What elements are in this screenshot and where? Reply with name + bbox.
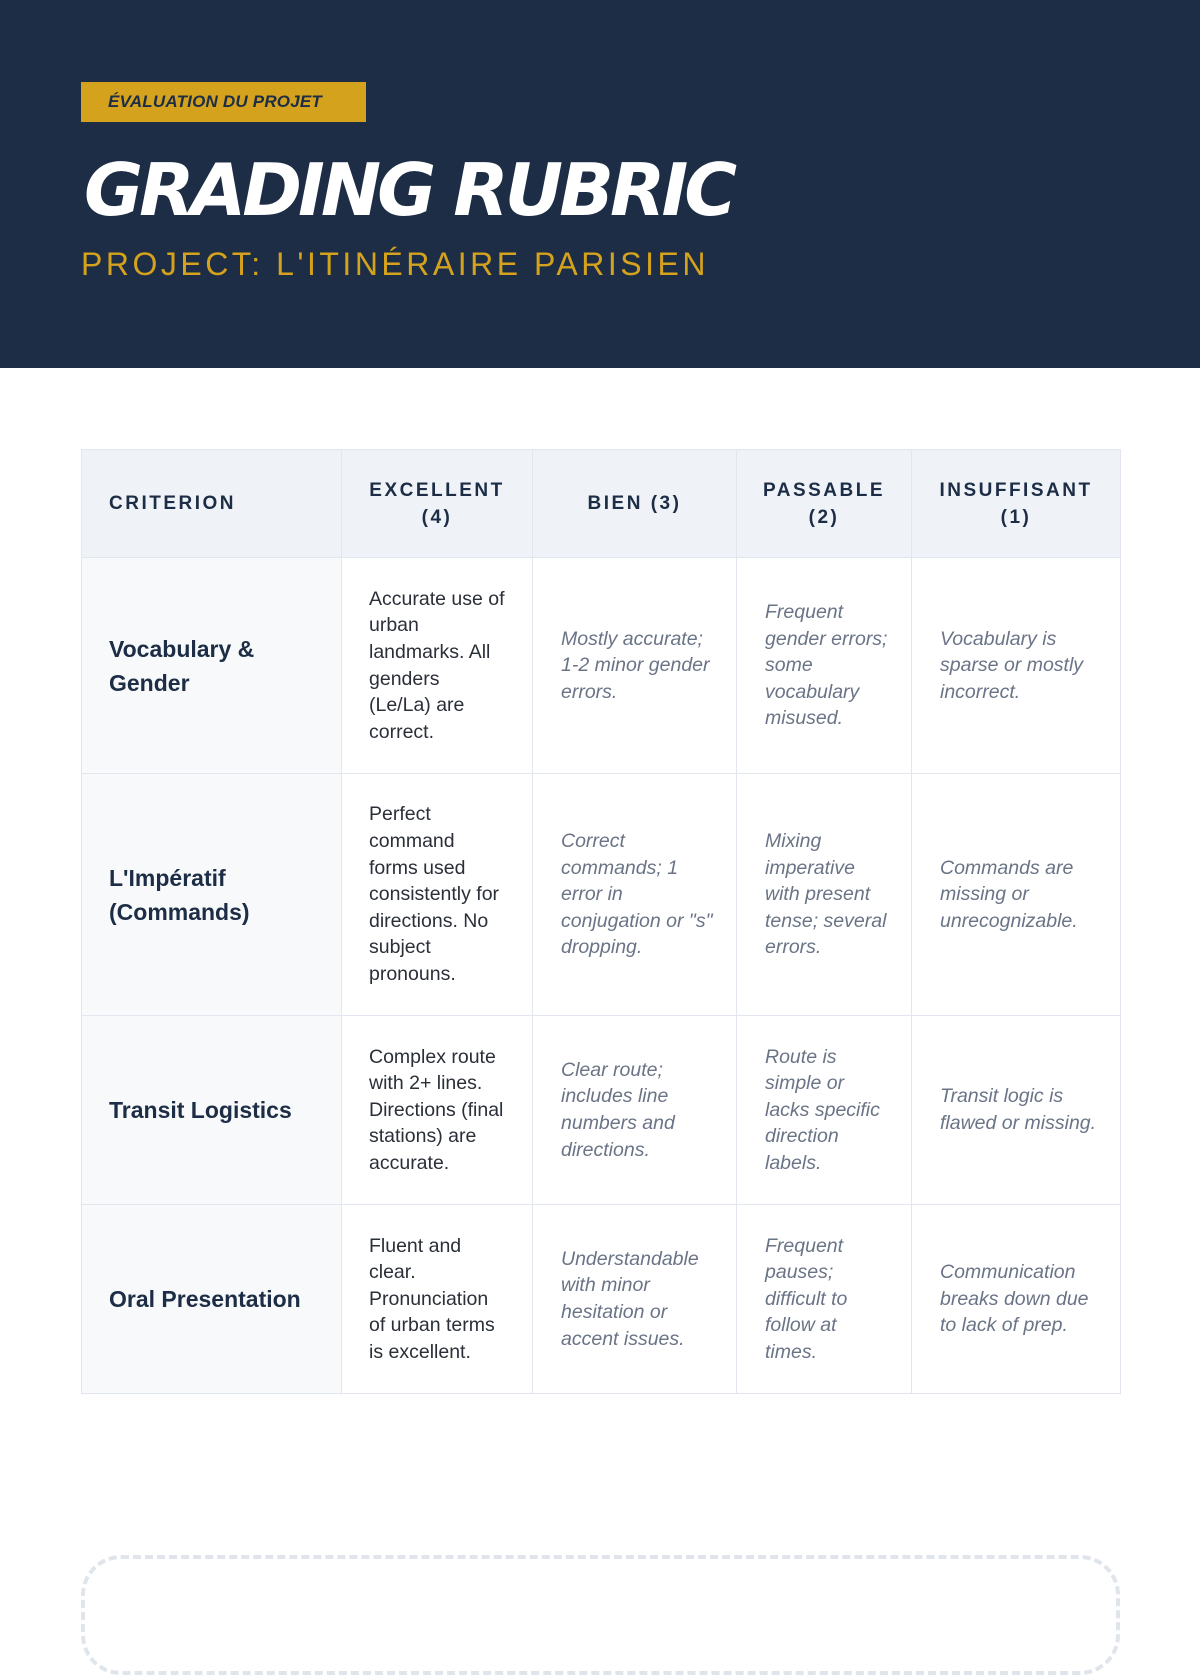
insuffisant-cell: Transit logic is flawed or missing. <box>912 1016 1121 1205</box>
table-header-row <box>82 450 1121 558</box>
excellent-cell: Complex route with 2+ lines. Directions (final stations) are accurate. <box>342 1016 533 1205</box>
table-row <box>82 558 1121 774</box>
page-title: GRADING RUBRIC <box>84 148 734 232</box>
excellent-cell: Accurate use of urban landmarks. All genders (Le/La) are correct. <box>342 558 533 774</box>
column-header-insuffisant: INSUFFISANT (1) <box>912 450 1121 558</box>
criterion-cell: Oral Presentation <box>82 1205 342 1394</box>
column-header-bien: BIEN (3) <box>533 450 737 558</box>
excellent-cell: Fluent and clear. Pronunciation of urban terms is excellent. <box>342 1205 533 1394</box>
table-row <box>82 774 1121 1016</box>
bien-cell: Clear route; includes line numbers and directions. <box>533 1016 737 1205</box>
bien-cell: Correct commands; 1 error in conjugation or "s" dropping. <box>533 774 737 1016</box>
column-header-criterion: CRITERION <box>82 450 342 558</box>
passable-cell: Mixing imperative with present tense; several errors. <box>737 774 912 1016</box>
insuffisant-cell: Vocabulary is sparse or mostly incorrect. <box>912 558 1121 774</box>
column-header-excellent: EXCELLENT (4) <box>342 450 533 558</box>
criterion-cell: L'Impératif (Commands) <box>82 774 342 1016</box>
project-subtitle: PROJECT: L'ITINÉRAIRE PARISIEN <box>81 246 709 282</box>
criterion-cell: Transit Logistics <box>82 1016 342 1205</box>
section-badge: ÉVALUATION DU PROJET <box>81 82 366 122</box>
insuffisant-cell: Communication breaks down due to lack of prep. <box>912 1205 1121 1394</box>
passable-cell: Frequent pauses; difficult to follow at times. <box>737 1205 912 1394</box>
table-row <box>82 1205 1121 1394</box>
excellent-cell: Perfect command forms used consistently for directions. No subject pronouns. <box>342 774 533 1016</box>
insuffisant-cell: Commands are missing or unrecognizable. <box>912 774 1121 1016</box>
page-header <box>0 0 1200 368</box>
grading-rubric-table <box>81 449 1121 1394</box>
column-header-passable: PASSABLE (2) <box>737 450 912 558</box>
passable-cell: Route is simple or lacks specific direction labels. <box>737 1016 912 1205</box>
passable-cell: Frequent gender errors; some vocabulary misused. <box>737 558 912 774</box>
bien-cell: Mostly accurate; 1-2 minor gender errors. <box>533 558 737 774</box>
criterion-cell: Vocabulary & Gender <box>82 558 342 774</box>
table-row <box>82 1016 1121 1205</box>
bien-cell: Understandable with minor hesitation or accent issues. <box>533 1205 737 1394</box>
notes-box <box>81 1555 1120 1675</box>
